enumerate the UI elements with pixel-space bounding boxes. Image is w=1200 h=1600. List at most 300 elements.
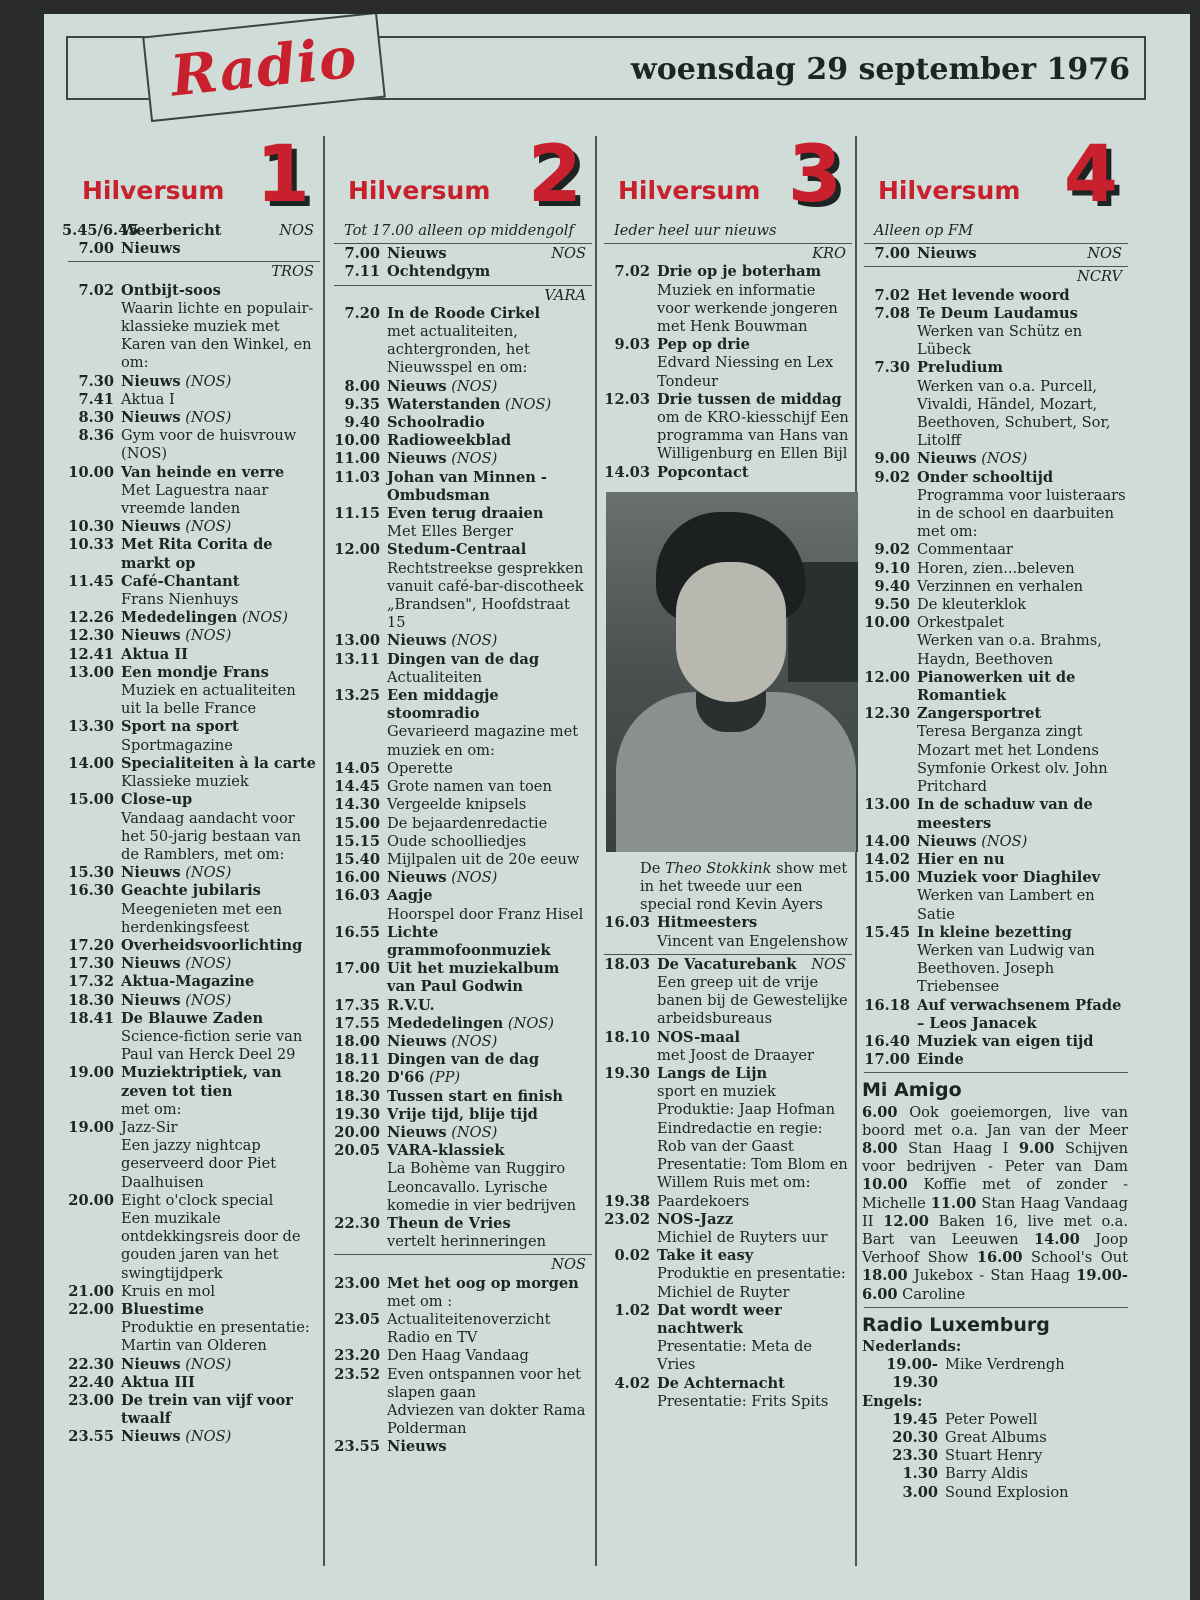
station-number: 1 bbox=[255, 130, 310, 220]
program-suffix: (NOS) bbox=[180, 518, 232, 536]
station-name: Hilversum bbox=[82, 176, 225, 205]
program-row bbox=[598, 1029, 852, 1047]
program-row bbox=[62, 864, 320, 882]
program-row bbox=[62, 1064, 320, 1100]
program-row bbox=[598, 1193, 852, 1211]
program-title: De bejaardenredactie bbox=[387, 814, 548, 832]
program-row bbox=[598, 336, 852, 354]
luxemburg-row bbox=[858, 1411, 1128, 1429]
program-title: Eight o'clock special bbox=[121, 1191, 274, 1209]
program-entry bbox=[917, 1051, 1128, 1069]
program-title: Aktua-Magazine bbox=[121, 973, 255, 991]
program-row bbox=[62, 646, 320, 664]
program-row bbox=[598, 1302, 852, 1338]
program-entry bbox=[387, 1051, 592, 1069]
program-time: 12.30 bbox=[864, 705, 910, 723]
program-time: 22.30 bbox=[68, 1355, 114, 1373]
program-title: Mijlpalen uit de 20e eeuw bbox=[387, 850, 580, 868]
program-row bbox=[598, 464, 852, 482]
program-description: Adviezen van dokter Rama Polderman bbox=[387, 1402, 586, 1438]
program-entry bbox=[387, 815, 592, 833]
program-time: 17.20 bbox=[68, 936, 114, 954]
program-time: 7.00 bbox=[78, 240, 114, 258]
program-row bbox=[598, 1065, 852, 1083]
program-row bbox=[62, 391, 320, 409]
program-row bbox=[62, 536, 320, 572]
program-entry bbox=[387, 997, 592, 1015]
program-description: Werken van Lambert en Satie bbox=[917, 887, 1095, 923]
program-time: 23.00 bbox=[68, 1392, 114, 1409]
station-name: Hilversum bbox=[348, 176, 491, 205]
program-row bbox=[62, 1283, 320, 1301]
schedule-text: Ook goeiemorgen, live van boord met o.a. Jan van der Meer bbox=[862, 1103, 1128, 1139]
program-row bbox=[598, 1375, 852, 1393]
language-heading: Engels: bbox=[862, 1392, 923, 1410]
program-entry bbox=[121, 646, 320, 664]
program-suffix: (NOS) bbox=[180, 409, 232, 427]
program-entry bbox=[917, 833, 1128, 851]
program-time: 15.15 bbox=[334, 832, 380, 850]
program-title: Lichte grammofoonmuziek bbox=[387, 923, 551, 959]
program-entry bbox=[917, 997, 1128, 1033]
program-time: 15.45 bbox=[864, 923, 910, 941]
program-suffix: (NOS) bbox=[976, 450, 1028, 468]
program-title: Drie tussen de middag bbox=[657, 390, 842, 408]
program-time: 8.36 bbox=[78, 427, 114, 445]
program-description: Met Elles Berger bbox=[387, 523, 514, 541]
program-time: 9.35 bbox=[344, 395, 380, 413]
program-title: Nieuws bbox=[387, 245, 447, 263]
program-title: Pep op drie bbox=[657, 336, 750, 354]
station-number: 4 bbox=[1063, 130, 1118, 220]
program-row bbox=[62, 1356, 320, 1374]
program-time: 16.40 bbox=[864, 1032, 910, 1050]
program-time: 13.00 bbox=[334, 632, 380, 650]
broadcaster-label: NCRV bbox=[1077, 268, 1122, 286]
program-entry bbox=[387, 778, 592, 796]
program-time: 10.30 bbox=[68, 518, 114, 536]
program-title: VARA-klassiek bbox=[387, 1142, 505, 1160]
program-description: Presentatie: Meta de Vries bbox=[657, 1338, 813, 1374]
hilversum-4-column bbox=[858, 132, 1128, 1572]
program-entry bbox=[387, 924, 592, 960]
program-description: Produktie en presentatie: Martin van Olderen bbox=[121, 1319, 310, 1355]
program-entry bbox=[917, 596, 1128, 614]
program-entry bbox=[917, 560, 1128, 578]
program-description: met Joost de Draayer bbox=[657, 1046, 814, 1064]
program-time: 17.00 bbox=[334, 960, 380, 978]
program-entry bbox=[917, 851, 1128, 869]
program-entry bbox=[387, 687, 592, 723]
program-title: Nieuws bbox=[121, 1428, 181, 1446]
program-title: Even ontspannen voor het slapen gaan bbox=[387, 1365, 581, 1401]
program-time: 1.30 bbox=[902, 1465, 938, 1483]
program-suffix: (NOS) bbox=[503, 1014, 554, 1032]
program-entry bbox=[121, 1119, 320, 1137]
program-entry bbox=[387, 450, 592, 468]
program-row bbox=[62, 1010, 320, 1028]
program-row bbox=[328, 432, 592, 450]
program-time: 7.02 bbox=[78, 281, 114, 299]
program-entry bbox=[387, 632, 592, 650]
luxemburg-row bbox=[858, 1356, 1128, 1392]
caption-part: De bbox=[640, 859, 665, 877]
program-time: 23.30 bbox=[892, 1447, 938, 1465]
program-time: 7.02 bbox=[874, 286, 910, 304]
program-title: Popcontact bbox=[657, 463, 749, 481]
program-time: 7.11 bbox=[344, 263, 380, 281]
portrait-photo bbox=[606, 492, 858, 852]
program-title: Mededelingen bbox=[387, 1014, 504, 1032]
program-title: Nieuws bbox=[121, 409, 181, 427]
program-entry bbox=[945, 1465, 1128, 1483]
program-entry bbox=[121, 573, 320, 591]
program-row bbox=[328, 1438, 592, 1456]
program-row bbox=[328, 632, 592, 650]
program-time: 18.30 bbox=[334, 1087, 380, 1105]
program-title: De kleuterklok bbox=[917, 596, 1027, 614]
program-suffix: (NOS) bbox=[180, 372, 232, 390]
divider bbox=[864, 266, 1128, 267]
program-entry bbox=[121, 1356, 320, 1374]
program-description: Hoorspel door Franz Hisel bbox=[387, 905, 584, 923]
program-entry bbox=[387, 305, 592, 323]
program-description: Een greep uit de vrije banen bij de Gewestelijke arbeidsbureaus bbox=[657, 974, 848, 1028]
luxemburg-row bbox=[858, 1484, 1128, 1502]
program-description: Sportmagazine bbox=[121, 736, 233, 754]
program-title: Ontbijt-soos bbox=[121, 281, 221, 299]
program-entry bbox=[121, 1301, 320, 1319]
program-title: Nieuws bbox=[121, 372, 181, 390]
broadcaster-label: NOS bbox=[551, 1256, 586, 1274]
program-title: De Achternacht bbox=[657, 1374, 785, 1392]
program-row bbox=[598, 956, 852, 974]
program-row bbox=[328, 887, 592, 905]
program-row bbox=[62, 518, 320, 536]
program-row bbox=[858, 541, 1128, 559]
program-row bbox=[328, 760, 592, 778]
page-header bbox=[66, 24, 1146, 110]
program-title: Onder schooltijd bbox=[917, 468, 1054, 486]
program-time: 17.35 bbox=[334, 996, 380, 1014]
program-time: 21.00 bbox=[68, 1282, 114, 1300]
luxemburg-row bbox=[858, 1465, 1128, 1483]
program-title: Geachte jubilaris bbox=[121, 882, 261, 900]
program-entry bbox=[917, 287, 1128, 305]
program-entry bbox=[121, 1283, 320, 1301]
program-title: NOS-maal bbox=[657, 1028, 741, 1046]
program-entry bbox=[917, 541, 1128, 559]
program-row bbox=[62, 573, 320, 591]
program-entry bbox=[917, 450, 1128, 468]
divider bbox=[864, 1307, 1128, 1308]
program-row bbox=[858, 287, 1128, 305]
program-suffix: (NOS) bbox=[446, 869, 498, 887]
program-description: Met Laguestra naar vreemde landen bbox=[121, 481, 269, 518]
program-time: 1.02 bbox=[614, 1301, 650, 1319]
broadcaster-tag: NOS bbox=[551, 245, 586, 263]
program-title: Nieuws bbox=[121, 627, 181, 645]
program-row bbox=[328, 1347, 592, 1365]
program-time: 15.00 bbox=[68, 791, 114, 809]
program-entry bbox=[657, 336, 852, 354]
program-row bbox=[858, 1051, 1128, 1069]
program-time: 15.00 bbox=[334, 814, 380, 832]
program-time: 16.18 bbox=[864, 996, 910, 1014]
program-title: Nieuws bbox=[917, 832, 977, 850]
program-entry bbox=[945, 1484, 1128, 1502]
program-time: 18.11 bbox=[334, 1051, 380, 1069]
program-entry bbox=[657, 1029, 852, 1047]
program-entry bbox=[121, 1010, 320, 1028]
station-name: Hilversum bbox=[618, 176, 761, 205]
program-entry bbox=[121, 955, 320, 973]
program-time: 14.05 bbox=[334, 759, 380, 777]
program-row bbox=[328, 305, 592, 323]
program-time: 23.02 bbox=[604, 1210, 650, 1228]
program-time: 9.02 bbox=[874, 468, 910, 486]
program-title: Nieuws bbox=[387, 450, 447, 468]
program-time: 16.55 bbox=[334, 923, 380, 941]
program-time: 9.03 bbox=[614, 336, 650, 354]
program-row bbox=[62, 973, 320, 991]
program-title: Met Rita Corita de markt op bbox=[121, 536, 273, 572]
divider bbox=[334, 1254, 592, 1255]
program-description: Werken van Schütz en Lübeck bbox=[917, 323, 1083, 359]
program-row bbox=[62, 937, 320, 955]
photo-face bbox=[676, 562, 786, 702]
divider bbox=[864, 1072, 1128, 1073]
program-row bbox=[62, 1192, 320, 1210]
program-title: Bluestime bbox=[121, 1300, 205, 1318]
schedule-time: 18.00 bbox=[862, 1267, 908, 1285]
program-time: 16.03 bbox=[334, 887, 380, 905]
program-row bbox=[858, 614, 1128, 632]
program-description: Een jazzy nightcap geserveerd door Piet Daalhuisen bbox=[121, 1137, 277, 1191]
hilversum-1-column bbox=[62, 132, 320, 1572]
program-title: Operette bbox=[387, 759, 453, 777]
program-description: Een muzikale ontdekkingsreis door de gouden jaren van het swingtijdperk bbox=[121, 1209, 301, 1282]
program-time: 23.55 bbox=[68, 1428, 114, 1446]
divider bbox=[68, 261, 320, 262]
program-description: Meegenieten met een herdenkingsfeest bbox=[121, 900, 283, 936]
program-entry bbox=[121, 718, 320, 736]
program-description: Muziek en informatie voor werkende jongeren met Henk Bouwman bbox=[657, 281, 838, 336]
schedule-time: 10.00 bbox=[862, 1176, 908, 1194]
program-time: 19.30 bbox=[334, 1105, 380, 1123]
program-suffix: (NOS) bbox=[180, 864, 232, 882]
program-entry bbox=[917, 578, 1128, 596]
program-description: met om : bbox=[387, 1292, 453, 1310]
program-description: Rechtstreekse gesprekken vanuit café-bar-discotheek „Brandsen", Hoofdstraat 15 bbox=[387, 559, 584, 632]
program-title: Nieuws bbox=[387, 1438, 447, 1456]
program-time: 11.45 bbox=[68, 572, 114, 590]
program-entry bbox=[387, 1124, 592, 1142]
program-title: De Blauwe Zaden bbox=[121, 1009, 264, 1027]
program-title: Aagje bbox=[387, 887, 433, 905]
program-entry bbox=[387, 1215, 592, 1233]
program-row bbox=[328, 1311, 592, 1347]
program-entry bbox=[917, 669, 1128, 705]
program-suffix: (NOS) bbox=[180, 627, 232, 645]
program-time: 14.02 bbox=[864, 850, 910, 868]
station-heading bbox=[858, 132, 1128, 222]
program-row bbox=[858, 560, 1128, 578]
program-entry bbox=[387, 960, 592, 996]
divider bbox=[864, 243, 1128, 244]
program-title: D'66 bbox=[387, 1069, 425, 1087]
program-title: Tussen start en finish bbox=[387, 1087, 564, 1105]
program-title: Nieuws bbox=[121, 955, 181, 973]
program-time: 13.00 bbox=[864, 796, 910, 814]
broadcaster-tag: NOS bbox=[1087, 245, 1122, 263]
program-title: Pianowerken uit de Romantiek bbox=[917, 668, 1076, 705]
program-title: In de schaduw van de meesters bbox=[917, 796, 1093, 832]
program-title: Aktua III bbox=[121, 1373, 195, 1391]
station-number: 3 bbox=[787, 130, 842, 220]
program-time: 14.00 bbox=[864, 832, 910, 850]
program-entry bbox=[387, 1069, 592, 1087]
program-title: R.V.U. bbox=[387, 996, 435, 1014]
program-row bbox=[62, 755, 320, 773]
program-row bbox=[62, 240, 320, 258]
program-row bbox=[598, 391, 852, 409]
program-entry bbox=[387, 1311, 592, 1347]
program-time: 16.03 bbox=[604, 914, 650, 932]
program-row bbox=[858, 669, 1128, 705]
program-description: Klassieke muziek bbox=[121, 773, 249, 791]
program-time: 18.41 bbox=[68, 1009, 114, 1027]
program-time: 7.41 bbox=[78, 390, 114, 408]
program-row bbox=[62, 718, 320, 736]
program-entry bbox=[121, 664, 320, 682]
program-entry bbox=[917, 305, 1128, 323]
program-time: 20.00 bbox=[334, 1123, 380, 1141]
program-row bbox=[62, 609, 320, 627]
program-title: Zangersportret bbox=[917, 705, 1042, 723]
program-time: 23.20 bbox=[334, 1347, 380, 1365]
program-entry bbox=[917, 245, 1128, 263]
program-entry bbox=[121, 627, 320, 645]
program-title: Café-Chantant bbox=[121, 572, 240, 590]
program-entry bbox=[657, 391, 852, 409]
program-entry bbox=[121, 427, 320, 463]
program-description: Frans Nienhuys bbox=[121, 591, 239, 609]
program-title: Een mondje Frans bbox=[121, 663, 269, 681]
schedule-time: 11.00 bbox=[930, 1194, 977, 1212]
program-title: Stuart Henry bbox=[945, 1447, 1043, 1465]
program-entry bbox=[387, 851, 592, 869]
program-entry bbox=[121, 222, 320, 240]
program-suffix: (NOS) bbox=[180, 1428, 232, 1446]
program-entry bbox=[917, 359, 1128, 377]
program-time: 18.03 bbox=[604, 955, 650, 973]
program-title: Het levende woord bbox=[917, 286, 1070, 304]
program-description: sport en muziek Produktie: Jaap Hofman Eindredactie en regie: Rob van der Gaast Presentatie: Tom Blom en Willem Ruis met om: bbox=[657, 1083, 848, 1192]
program-time: 23.05 bbox=[334, 1310, 380, 1328]
luxemburg-row bbox=[858, 1447, 1128, 1465]
program-description: Actualiteiten bbox=[387, 668, 483, 686]
program-time: 0.02 bbox=[614, 1247, 650, 1265]
program-row bbox=[328, 796, 592, 814]
program-row bbox=[328, 924, 592, 960]
program-time: 17.55 bbox=[334, 1014, 380, 1032]
program-entry bbox=[387, 1438, 592, 1456]
program-suffix: (NOS) bbox=[446, 1123, 498, 1141]
program-entry bbox=[657, 914, 852, 932]
newspaper-page bbox=[44, 14, 1190, 1600]
program-title: De Vacaturebank bbox=[657, 955, 797, 973]
schedule-time: 14.00 bbox=[1034, 1230, 1080, 1248]
program-entry bbox=[917, 469, 1128, 487]
program-time: 23.52 bbox=[334, 1365, 380, 1383]
schedule-text: Caroline bbox=[897, 1285, 966, 1303]
program-description: vertelt herinneringen bbox=[387, 1233, 547, 1251]
program-row bbox=[328, 1051, 592, 1069]
program-time: 18.20 bbox=[334, 1069, 380, 1087]
program-row bbox=[328, 378, 592, 396]
schedule-time: 8.00 bbox=[862, 1139, 898, 1157]
program-description: Teresa Berganza zingt Mozart met het Londens Symfonie Orkest olv. John Pritchard bbox=[917, 723, 1108, 796]
program-time: 13.11 bbox=[334, 650, 380, 668]
schedule-text: Schijven voor bedrijven - Peter van Dam bbox=[862, 1139, 1128, 1176]
program-time: 15.30 bbox=[68, 864, 114, 882]
schedule-text: Stan Haag Vandaag II bbox=[862, 1194, 1128, 1230]
program-time: 14.00 bbox=[68, 754, 114, 772]
luxemburg-row bbox=[858, 1429, 1128, 1447]
program-title: Great Albums bbox=[945, 1429, 1047, 1446]
program-entry bbox=[945, 1447, 1128, 1465]
program-row bbox=[328, 997, 592, 1015]
program-entry bbox=[121, 373, 320, 391]
program-row bbox=[328, 450, 592, 468]
program-entry bbox=[917, 796, 1128, 832]
program-time: 23.55 bbox=[334, 1438, 380, 1456]
program-title: Nieuws bbox=[387, 377, 447, 395]
caption-part: show met in het tweede uur een special rond Kevin Ayers bbox=[640, 859, 848, 914]
station-number: 2 bbox=[527, 130, 582, 220]
program-time: 10.00 bbox=[864, 614, 910, 632]
program-entry bbox=[657, 1302, 852, 1338]
program-title: Nieuws bbox=[917, 450, 977, 468]
program-entry bbox=[387, 396, 592, 414]
mi-amigo-schedule bbox=[858, 1104, 1128, 1304]
program-title: Close-up bbox=[121, 791, 193, 809]
program-description: Waarin lichte en populair-klassieke muziek met Karen van den Winkel, en om: bbox=[121, 299, 314, 372]
program-entry bbox=[657, 1065, 852, 1083]
program-time: 9.10 bbox=[874, 559, 910, 577]
program-entry bbox=[945, 1429, 1128, 1447]
program-title: Gym voor de huisvrouw (NOS) bbox=[121, 427, 297, 463]
program-time: 16.30 bbox=[68, 882, 114, 900]
program-description: Gevarieerd magazine met muziek en om: bbox=[387, 723, 579, 759]
program-title: Nieuws bbox=[121, 518, 181, 536]
program-title: Even terug draaien bbox=[387, 505, 544, 523]
program-title: Nieuws bbox=[387, 632, 447, 650]
program-title: Nieuws bbox=[387, 1123, 447, 1141]
program-entry bbox=[121, 609, 320, 627]
program-time: 18.30 bbox=[68, 991, 114, 1009]
program-entry bbox=[121, 882, 320, 900]
program-entry bbox=[387, 651, 592, 669]
program-row bbox=[328, 469, 592, 505]
program-entry bbox=[945, 1411, 1128, 1429]
program-row bbox=[328, 869, 592, 887]
station-heading bbox=[598, 132, 852, 222]
program-time: 17.30 bbox=[68, 955, 114, 973]
program-title: In kleine bezetting bbox=[917, 923, 1072, 941]
radio-logo-text: Radio bbox=[167, 24, 361, 110]
